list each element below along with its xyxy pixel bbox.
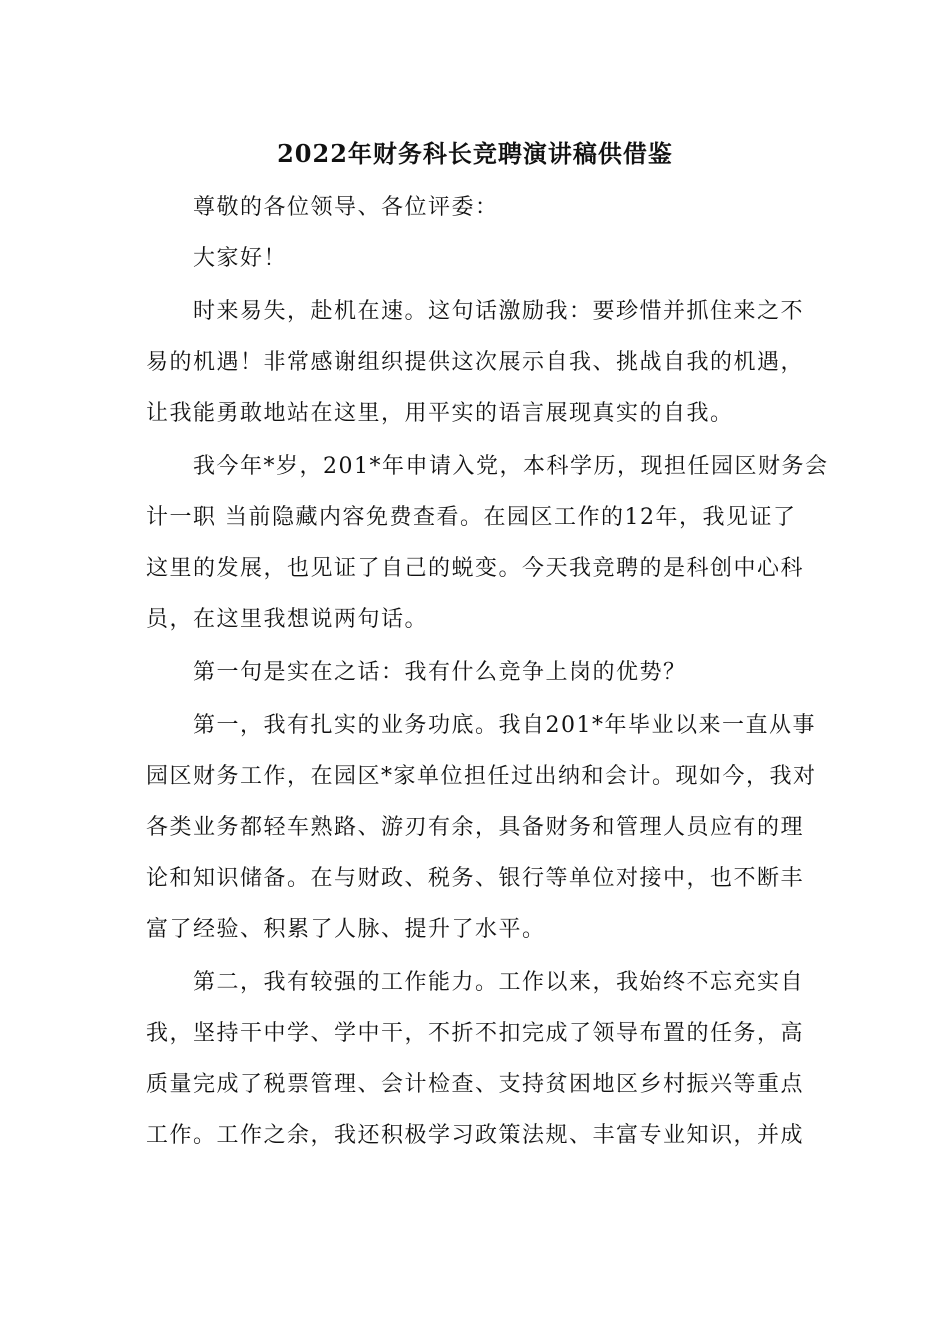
paragraph-line: 富了经验、积累了人脉、提升了水平。 (146, 917, 546, 942)
paragraph-line: 第一，我有扎实的业务功底。我自201*年毕业以来一直从事 (193, 713, 816, 738)
salutation-line: 尊敬的各位领导、各位评委： (193, 195, 499, 220)
paragraph-line: 这里的发展，也见证了自己的蜕变。今天我竞聘的是科创中心科 (146, 556, 805, 581)
paragraph-line: 各类业务都轻车熟路、游刃有余，具备财务和管理人员应有的理 (146, 815, 805, 840)
paragraph-line: 计一职 当前隐藏内容免费查看。在园区工作的12年，我见证了 (146, 505, 797, 530)
paragraph-line: 时来易失，赴机在速。这句话激励我：要珍惜并抓住来之不 (193, 299, 805, 324)
paragraph-line: 质量完成了税票管理、会计检查、支持贫困地区乡村振兴等重点 (146, 1072, 805, 1097)
paragraph-line: 园区财务工作，在园区*家单位担任过出纳和会计。现如今，我对 (146, 764, 817, 789)
paragraph-line: 第二，我有较强的工作能力。工作以来，我始终不忘充实自 (193, 970, 805, 995)
section-heading-line: 第一句是实在之话：我有什么竞争上岗的优势？ (193, 660, 687, 685)
paragraph-line: 论和知识储备。在与财政、税务、银行等单位对接中，也不断丰 (146, 866, 805, 891)
greeting-line: 大家好！ (193, 246, 288, 271)
document-title: 2022年财务科长竞聘演讲稿供借鉴 (277, 139, 673, 168)
paragraph-line: 让我能勇敢地站在这里，用平实的语言展现真实的自我。 (146, 401, 734, 426)
paragraph-line: 工作。工作之余，我还积极学习政策法规、丰富专业知识，并成 (146, 1123, 805, 1148)
paragraph-line: 我，坚持干中学、学中干，不折不扣完成了领导布置的任务，高 (146, 1021, 805, 1046)
paragraph-line: 员，在这里我想说两句话。 (146, 607, 429, 632)
paragraph-line: 我今年*岁，201*年申请入党，本科学历，现担任园区财务会 (193, 454, 829, 479)
paragraph-line: 易的机遇！非常感谢组织提供这次展示自我、挑战自我的机遇， (146, 350, 805, 375)
